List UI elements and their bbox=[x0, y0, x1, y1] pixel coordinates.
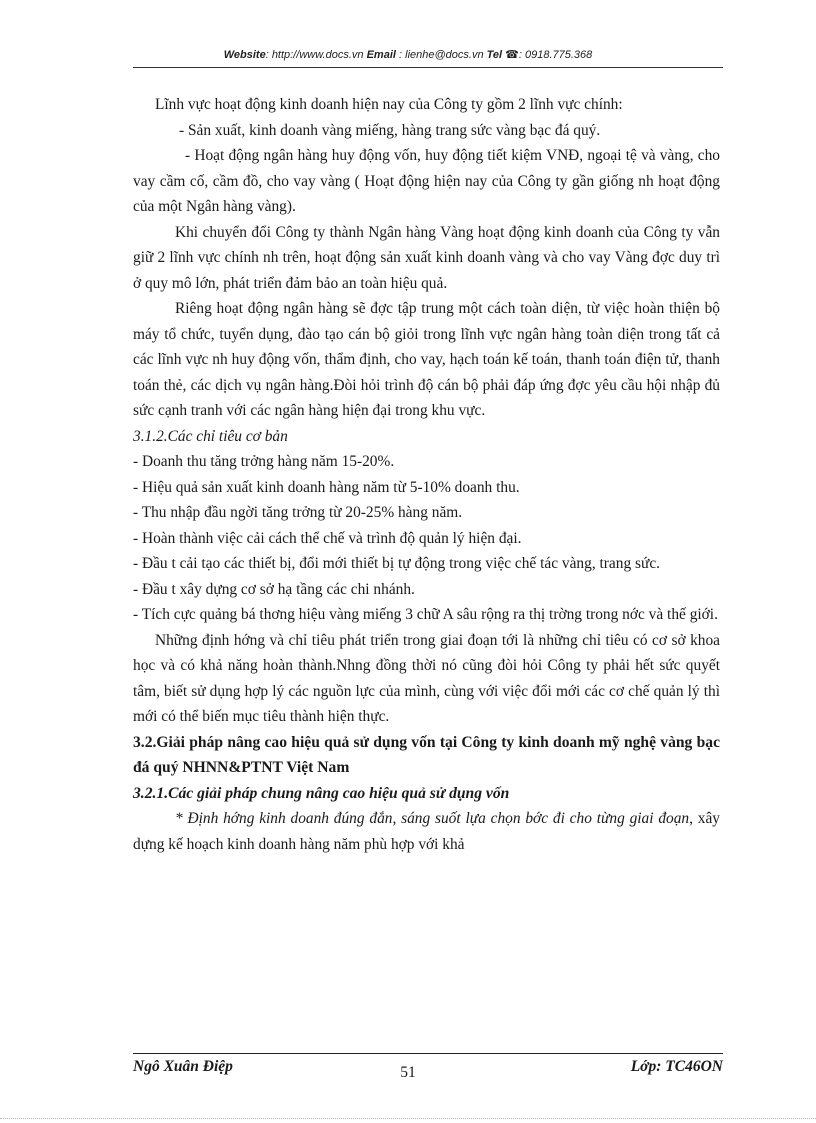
last-paragraph-normal: xây dựng kế hoạch kinh doanh hàng năm phù hợp với khả bbox=[133, 810, 720, 853]
header-divider bbox=[133, 67, 723, 68]
paragraph: - Đầu t cải tạo các thiết bị, đổi mới thiết bị tự động trong việc chế tác vàng, trang sức. bbox=[133, 555, 660, 572]
website-label: Website bbox=[223, 49, 266, 61]
tel-label: Tel ☎ bbox=[486, 49, 519, 61]
paragraph: - Hoạt động ngân hàng huy động vốn, huy động tiết kiệm VNĐ, ngoại tệ và vàng, cho vay cầm cố, cầm đồ, cho vay vàng ( Hoạt động hiện nay của Công ty gần giống nh hoạt động của một Ngân hàng vàng). bbox=[133, 147, 720, 215]
last-paragraph bbox=[133, 806, 720, 857]
paragraph: Riêng hoạt động ngân hàng sẽ đợc tập trung một cách toàn diện, từ việc hoàn thiện bộ máy tổ chức, tuyển dụng, đào tạo cán bộ giỏi trong lĩnh vực ngân hàng toàn diện trong tất cả các lĩnh vực nh huy động vốn, thẩm định, cho vay, hạch toán kế toán, thanh toán điện tử, thanh toán thẻ, các dịch vụ ngân hàng.Đòi hỏi trình độ cán bộ phải đáp ứng đợc yêu cầu hội nhập đủ sức cạnh tranh với các ngân hàng hiện đại trong khu vực. bbox=[133, 300, 720, 419]
paragraph: Khi chuyển đổi Công ty thành Ngân hàng Vàng hoạt động kinh doanh của Công ty vẫn giữ 2 lĩnh vực chính nh trên, hoạt động sản xuất kinh doanh vàng và cho vay Vàng đợc duy trì ở quy mô lớn, phát triển đảm bảo an toàn hiệu quả. bbox=[133, 223, 720, 292]
paragraph: - Hoàn thành việc cải cách thể chế và trình độ quản lý hiện đại. bbox=[133, 529, 522, 547]
paragraph: 3.2.1.Các giải pháp chung nâng cao hiệu quả sử dụng vốn bbox=[133, 784, 510, 802]
footer-class: Lớp: TC46ON bbox=[630, 1058, 723, 1075]
paragraph: - Hiệu quả sản xuất kinh doanh hàng năm từ 5-10% doanh thu. bbox=[133, 478, 520, 496]
footer-author: Ngô Xuân Điệp bbox=[133, 1058, 233, 1075]
email-value[interactable]: : lienhe@docs.vn bbox=[399, 49, 484, 61]
page-bottom-border bbox=[0, 1118, 816, 1119]
paragraph: 3.1.2.Các chỉ tiêu cơ bản bbox=[133, 427, 288, 445]
document-body bbox=[133, 92, 720, 857]
paragraph: - Thu nhập đầu ngời tăng trởng từ 20-25% hàng năm. bbox=[133, 504, 463, 521]
paragraph: - Đầu t xây dựng cơ sở hạ tầng các chi nhánh. bbox=[133, 580, 415, 598]
paragraph: - Tích cực quảng bá thơng hiệu vàng miếng 3 chữ A sâu rộng ra thị trờng trong nớc và thế giới. bbox=[133, 606, 718, 623]
page-number: 51 bbox=[400, 1064, 416, 1081]
paragraph: - Doanh thu tăng trởng hàng năm 15-20%. bbox=[133, 453, 395, 470]
paragraph: - Sản xuất, kinh doanh vàng miếng, hàng trang sức vàng bạc đá quý. bbox=[179, 121, 601, 139]
paragraph: 3.2.Giải pháp nâng cao hiệu quả sử dụng vốn tại Công ty kinh doanh mỹ nghệ vàng bạc đá quý NHNN&PTNT Việt Nam bbox=[133, 733, 720, 776]
tel-value: : 0918.775.368 bbox=[518, 49, 593, 61]
footer-divider bbox=[133, 1053, 723, 1054]
website-value[interactable]: : http://www.docs.vn bbox=[265, 49, 364, 61]
paragraph: Lĩnh vực hoạt động kinh doanh hiện nay của Công ty gồm 2 lĩnh vực chính: bbox=[155, 96, 623, 113]
paragraph-list bbox=[133, 92, 720, 806]
page-header bbox=[0, 48, 816, 61]
paragraph: Những định hớng và chỉ tiêu phát triển trong giai đoạn tới là những chỉ tiêu có cơ sở khoa học và có khả năng hoàn thành.Nhng đồng thời nó cũng đòi hỏi Công ty phải hết sức quyết tâm, biết sử dụng hợp lý các nguồn lực của mình, cùng với việc đổi mới các cơ chế quản lý thì mới có thể biến mục tiêu thành hiện thực. bbox=[133, 631, 720, 725]
email-label: Email bbox=[366, 49, 396, 61]
last-paragraph-italic: * Định hớng kinh doanh đúng đắn, sáng suốt lựa chọn bớc đi cho từng giai đoạn, bbox=[175, 810, 693, 827]
